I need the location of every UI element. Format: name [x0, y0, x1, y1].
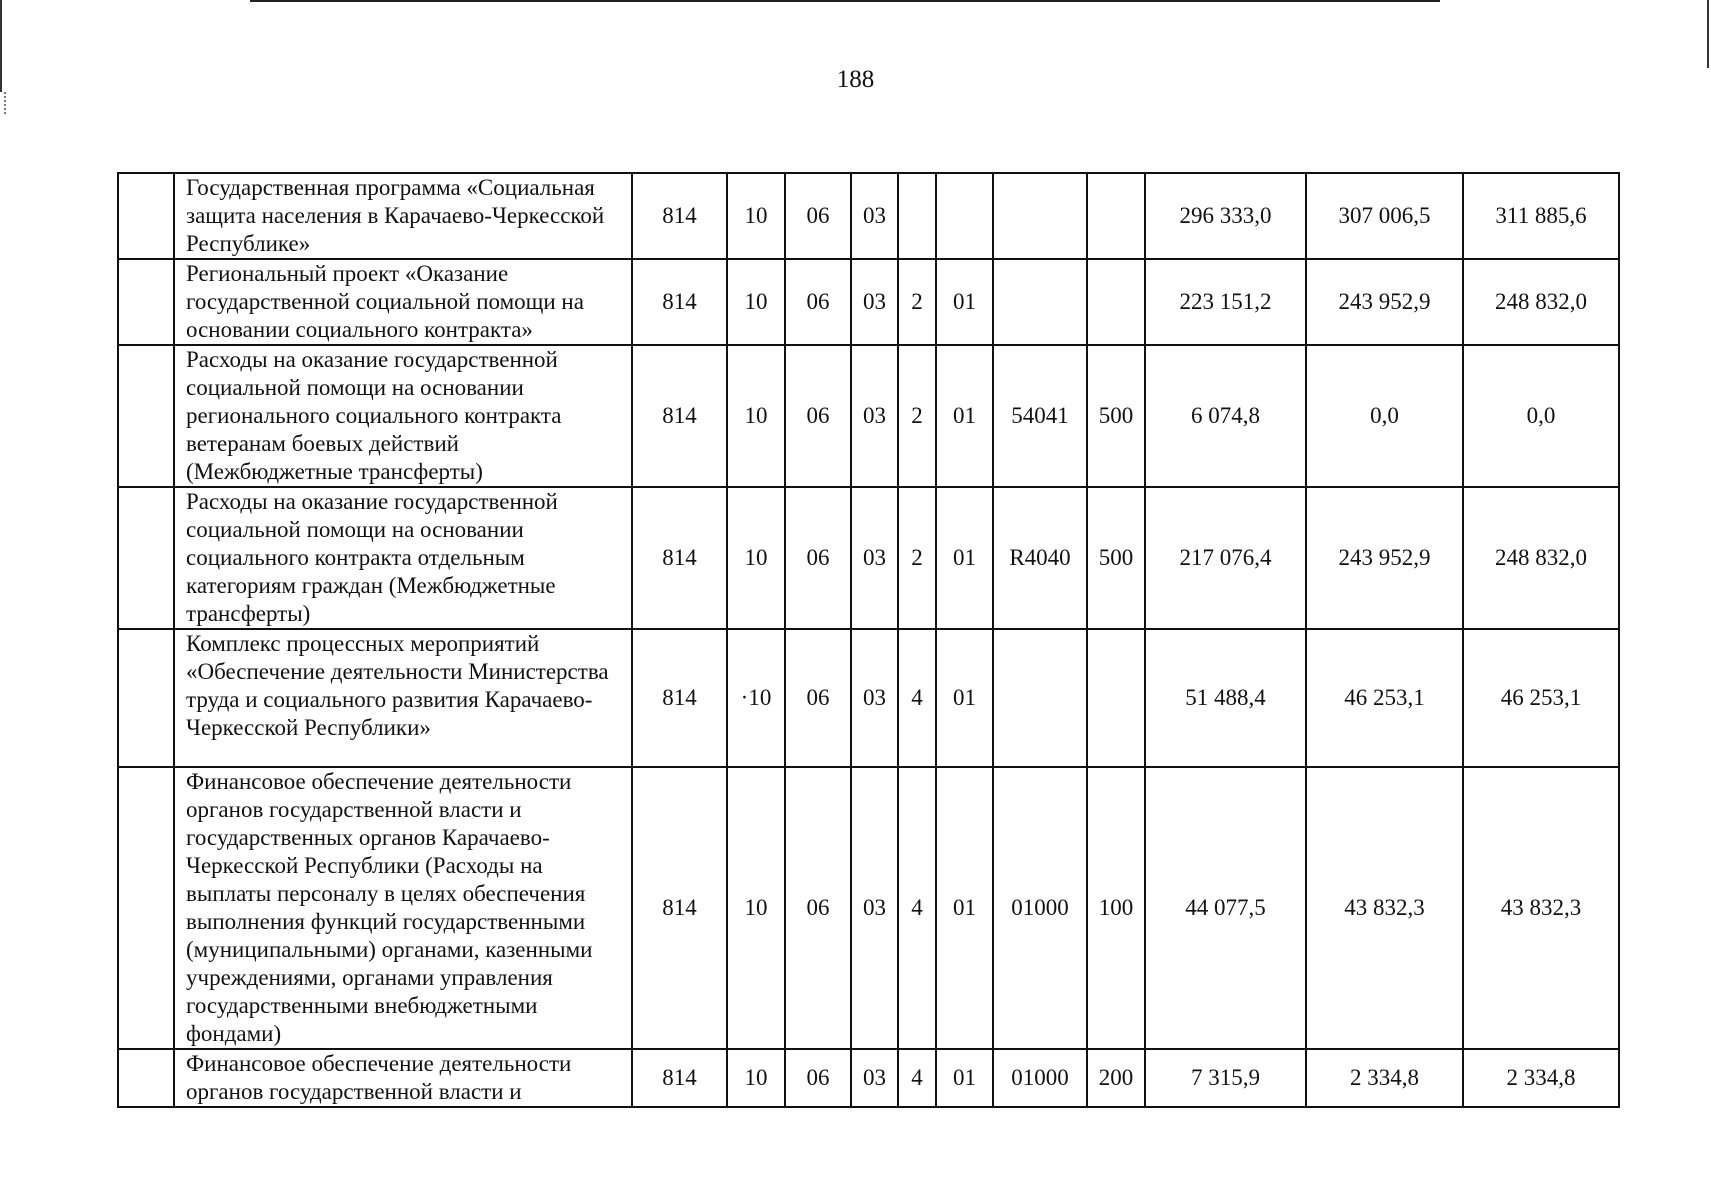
direction-code-cell: 54041 — [993, 345, 1087, 487]
expense-type-cell: 500 — [1087, 345, 1145, 487]
amount-year1-cell: 223 151,2 — [1145, 259, 1306, 345]
subprogram-code-cell — [898, 173, 936, 259]
item-name-cell: Расходы на оказание государственной социальной помощи на основании социального контракта отдельным категориям граждан (Межбюджетные трансферты) — [174, 487, 632, 629]
program-code-cell: 03 — [851, 173, 898, 259]
program-code-cell: 03 — [851, 629, 898, 767]
event-code-cell: 01 — [936, 767, 993, 1049]
amount-year1-cell: 217 076,4 — [1145, 487, 1306, 629]
amount-year3-cell: 248 832,0 — [1463, 259, 1619, 345]
subprogram-code-cell: 2 — [898, 259, 936, 345]
direction-code-cell — [993, 173, 1087, 259]
item-name-cell: Финансовое обеспечение деятельности органов государственной власти и государственных органов Карачаево-Черкесской Республики (Расходы на выплаты персоналу в целях обеспечения выполнения функций государственными (муниципальными) органами, казенными учреждениями, органами управления государственными внебюджетными фондами) — [174, 767, 632, 1049]
expense-type-cell: 500 — [1087, 487, 1145, 629]
grbs-cell: 814 — [632, 259, 727, 345]
table-row — [118, 259, 1619, 345]
direction-code-cell: 01000 — [993, 767, 1087, 1049]
event-code-cell: 01 — [936, 629, 993, 767]
amount-year1-cell: 7 315,9 — [1145, 1049, 1306, 1107]
subprogram-code-cell: 2 — [898, 487, 936, 629]
row-number-cell — [118, 487, 174, 629]
table-body — [118, 173, 1619, 1107]
subprogram-code-cell: 4 — [898, 1049, 936, 1107]
table-row — [118, 767, 1619, 1049]
item-name-cell: Государственная программа «Социальная защита населения в Карачаево-Черкесской Республике» — [174, 173, 632, 259]
event-code-cell: 01 — [936, 345, 993, 487]
row-number-cell — [118, 259, 174, 345]
rz-cell: ·10 — [727, 629, 785, 767]
pr-cell: 06 — [785, 259, 851, 345]
grbs-cell: 814 — [632, 487, 727, 629]
amount-year2-cell: 307 006,5 — [1306, 173, 1463, 259]
event-code-cell: 01 — [936, 1049, 993, 1107]
rz-cell: 10 — [727, 1049, 785, 1107]
expense-type-cell: 100 — [1087, 767, 1145, 1049]
item-name-cell: Региональный проект «Оказание государственной социальной помощи на основании социального контракта» — [174, 259, 632, 345]
rz-cell: 10 — [727, 173, 785, 259]
program-code-cell: 03 — [851, 1049, 898, 1107]
program-code-cell: 03 — [851, 767, 898, 1049]
row-number-cell — [118, 767, 174, 1049]
budget-table — [117, 172, 1620, 1108]
expense-type-cell — [1087, 173, 1145, 259]
direction-code-cell: 01000 — [993, 1049, 1087, 1107]
rz-cell: 10 — [727, 767, 785, 1049]
event-code-cell: 01 — [936, 487, 993, 629]
rz-cell: 10 — [727, 487, 785, 629]
event-code-cell: 01 — [936, 259, 993, 345]
grbs-cell: 814 — [632, 1049, 727, 1107]
expense-type-cell — [1087, 259, 1145, 345]
amount-year2-cell: 243 952,9 — [1306, 259, 1463, 345]
grbs-cell: 814 — [632, 767, 727, 1049]
table-row — [118, 173, 1619, 259]
pr-cell: 06 — [785, 629, 851, 767]
amount-year1-cell: 296 333,0 — [1145, 173, 1306, 259]
amount-year2-cell: 2 334,8 — [1306, 1049, 1463, 1107]
table-row — [118, 629, 1619, 767]
amount-year1-cell: 6 074,8 — [1145, 345, 1306, 487]
program-code-cell: 03 — [851, 345, 898, 487]
amount-year2-cell: 43 832,3 — [1306, 767, 1463, 1049]
expense-type-cell: 200 — [1087, 1049, 1145, 1107]
page-number: 188 — [836, 66, 875, 93]
program-code-cell: 03 — [851, 259, 898, 345]
grbs-cell: 814 — [632, 173, 727, 259]
row-number-cell — [118, 173, 174, 259]
pr-cell: 06 — [785, 345, 851, 487]
amount-year2-cell: 243 952,9 — [1306, 487, 1463, 629]
event-code-cell — [936, 173, 993, 259]
amount-year1-cell: 44 077,5 — [1145, 767, 1306, 1049]
pr-cell: 06 — [785, 487, 851, 629]
rz-cell: 10 — [727, 345, 785, 487]
direction-code-cell: R4040 — [993, 487, 1087, 629]
row-number-cell — [118, 1049, 174, 1107]
row-number-cell — [118, 345, 174, 487]
amount-year3-cell: 2 334,8 — [1463, 1049, 1619, 1107]
subprogram-code-cell: 2 — [898, 345, 936, 487]
right-edge-rule — [1707, 0, 1709, 68]
direction-code-cell — [993, 629, 1087, 767]
amount-year3-cell: 46 253,1 — [1463, 629, 1619, 767]
amount-year1-cell: 51 488,4 — [1145, 629, 1306, 767]
pr-cell: 06 — [785, 173, 851, 259]
program-code-cell: 03 — [851, 487, 898, 629]
grbs-cell: 814 — [632, 345, 727, 487]
table-row — [118, 345, 1619, 487]
row-number-cell — [118, 629, 174, 767]
item-name-cell: Расходы на оказание государственной социальной помощи на основании регионального социального контракта ветеранам боевых действий (Межбюджетные трансферты) — [174, 345, 632, 487]
amount-year2-cell: 0,0 — [1306, 345, 1463, 487]
amount-year3-cell: 248 832,0 — [1463, 487, 1619, 629]
pr-cell: 06 — [785, 767, 851, 1049]
subprogram-code-cell: 4 — [898, 629, 936, 767]
direction-code-cell — [993, 259, 1087, 345]
amount-year3-cell: 43 832,3 — [1463, 767, 1619, 1049]
amount-year2-cell: 46 253,1 — [1306, 629, 1463, 767]
pr-cell: 06 — [785, 1049, 851, 1107]
table-row — [118, 1049, 1619, 1107]
rz-cell: 10 — [727, 259, 785, 345]
item-name-cell: Финансовое обеспечение деятельности органов государственной власти и — [174, 1049, 632, 1107]
amount-year3-cell: 311 885,6 — [1463, 173, 1619, 259]
subprogram-code-cell: 4 — [898, 767, 936, 1049]
expense-type-cell — [1087, 629, 1145, 767]
amount-year3-cell: 0,0 — [1463, 345, 1619, 487]
left-edge-dots — [4, 92, 8, 114]
item-name-cell: Комплекс процессных мероприятий «Обеспечение деятельности Министерства труда и социального развития Карачаево-Черкесской Республики» — [174, 629, 632, 767]
top-edge-rule — [250, 0, 1440, 2]
grbs-cell: 814 — [632, 629, 727, 767]
table-row — [118, 487, 1619, 629]
